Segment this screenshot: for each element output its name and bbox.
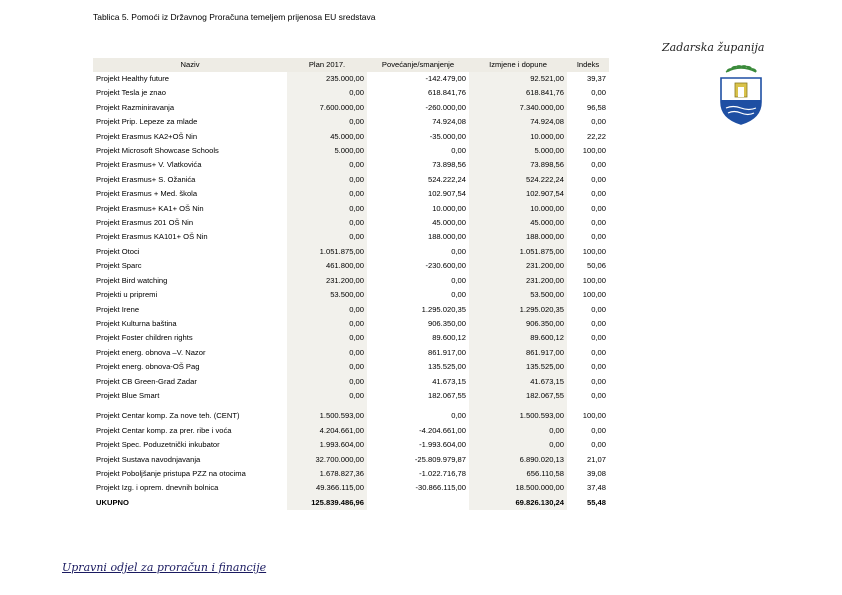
row-change: 89.600,12 bbox=[432, 333, 466, 343]
table-row bbox=[93, 409, 609, 423]
row-plan: 0,00 bbox=[287, 346, 367, 360]
row-plan: 1.678.827,36 bbox=[287, 467, 367, 481]
row-index: 0,00 bbox=[591, 174, 606, 184]
row-plan: 5.000,00 bbox=[287, 144, 367, 158]
table-row bbox=[93, 173, 609, 187]
row-revised: 69.826.130,24 bbox=[469, 496, 567, 510]
row-plan: 45.000,00 bbox=[287, 130, 367, 144]
department-link[interactable]: Upravni odjel za proračun i financije bbox=[62, 561, 267, 574]
total-row bbox=[93, 496, 609, 510]
row-revised: 45.000,00 bbox=[469, 216, 567, 230]
row-revised: 618.841,76 bbox=[469, 86, 567, 100]
row-name: Projekt Erasmus+ KA1+ OŠ Nin bbox=[96, 203, 204, 213]
row-index: 21,07 bbox=[586, 454, 606, 464]
row-plan: 235.000,00 bbox=[287, 72, 367, 86]
row-change: 10.000,00 bbox=[432, 203, 466, 213]
row-revised: 182.067,55 bbox=[469, 389, 567, 403]
row-index: 0,00 bbox=[591, 160, 606, 170]
row-plan: 0,00 bbox=[287, 375, 367, 389]
table-row bbox=[93, 481, 609, 495]
row-name: Projekt Foster children rights bbox=[96, 333, 193, 343]
row-change: 524.222,24 bbox=[427, 174, 466, 184]
row-change: -25.809.979,87 bbox=[414, 454, 466, 464]
row-change: 188.000,00 bbox=[427, 232, 466, 242]
row-revised: 10.000,00 bbox=[469, 130, 567, 144]
row-plan: 1.051.875,00 bbox=[287, 245, 367, 259]
row-change: -4.204.661,00 bbox=[419, 425, 466, 435]
table-row bbox=[93, 245, 609, 259]
table-row bbox=[93, 467, 609, 481]
table-row bbox=[93, 375, 609, 389]
row-revised: 656.110,58 bbox=[469, 467, 567, 481]
row-revised: 861.917,00 bbox=[469, 346, 567, 360]
row-index: 0,00 bbox=[591, 304, 606, 314]
row-revised: 92.521,00 bbox=[469, 72, 567, 86]
row-name: Projekt Irene bbox=[96, 304, 140, 314]
row-name: Projekt energ. obnova –V. Nazor bbox=[96, 347, 206, 357]
row-revised: 74.924,08 bbox=[469, 115, 567, 129]
row-name: Projekt Sparc bbox=[96, 261, 142, 271]
row-name: Projekt Tesla je znao bbox=[96, 88, 166, 98]
row-revised: 135.525,00 bbox=[469, 360, 567, 374]
row-change: 0,00 bbox=[451, 275, 466, 285]
row-name: UKUPNO bbox=[96, 497, 129, 507]
row-plan: 49.366.115,00 bbox=[287, 481, 367, 495]
row-index: 100,00 bbox=[582, 146, 606, 156]
row-plan: 0,00 bbox=[287, 360, 367, 374]
row-revised: 102.907,54 bbox=[469, 187, 567, 201]
row-revised: 10.000,00 bbox=[469, 202, 567, 216]
row-revised: 7.340.000,00 bbox=[469, 101, 567, 115]
table-row bbox=[93, 259, 609, 273]
row-index: 96,58 bbox=[586, 102, 606, 112]
row-name: Projekt Izg. i oprem. dnevnih bolnica bbox=[96, 483, 219, 493]
row-change: 1.295.020,35 bbox=[421, 304, 466, 314]
row-plan: 1.993.604,00 bbox=[287, 438, 367, 452]
row-index: 39,37 bbox=[586, 74, 606, 83]
row-index: 0,00 bbox=[591, 376, 606, 386]
row-plan: 0,00 bbox=[287, 173, 367, 187]
row-name: Projekt Centar komp. za prer. ribe i voća bbox=[96, 425, 232, 435]
row-revised: 1.051.875,00 bbox=[469, 245, 567, 259]
table-row bbox=[93, 317, 609, 331]
row-plan: 0,00 bbox=[287, 216, 367, 230]
row-index: 0,00 bbox=[591, 440, 606, 450]
row-index: 0,00 bbox=[591, 318, 606, 328]
row-change: 45.000,00 bbox=[432, 218, 466, 228]
row-name: Projekt Razminiravanja bbox=[96, 102, 175, 112]
row-revised: 73.898,56 bbox=[469, 158, 567, 172]
row-name: Projekt Bird watching bbox=[96, 275, 168, 285]
row-name: Projekt Healthy future bbox=[96, 74, 170, 83]
row-plan: 0,00 bbox=[287, 86, 367, 100]
row-index: 100,00 bbox=[582, 275, 606, 285]
row-name: Projekt Erasmus+ V. Vlatkovića bbox=[96, 160, 202, 170]
row-plan: 0,00 bbox=[287, 230, 367, 244]
table-row bbox=[93, 453, 609, 467]
row-name: Projekt Erasmus+ S. Ožanića bbox=[96, 174, 196, 184]
row-name: Projekt Poboljšanje pristupa PZZ na otocima bbox=[96, 468, 246, 478]
row-change: 102.907,54 bbox=[427, 189, 466, 199]
eu-funds-table bbox=[93, 58, 609, 510]
row-plan: 125.839.486,96 bbox=[287, 496, 367, 510]
olive-branch-icon bbox=[726, 65, 758, 73]
row-name: Projekti u pripremi bbox=[96, 290, 158, 300]
table-row bbox=[93, 438, 609, 452]
table-row bbox=[93, 86, 609, 100]
row-name: Projekt Erasmus KA101+ OŠ Nin bbox=[96, 232, 208, 242]
row-revised: 231.200,00 bbox=[469, 259, 567, 273]
table-row bbox=[93, 389, 609, 403]
row-name: Projekt CB Green-Grad Zadar bbox=[96, 376, 197, 386]
table-row bbox=[93, 303, 609, 317]
row-index: 37,48 bbox=[586, 483, 606, 493]
row-name: Projekt energ. obnova-OŠ Pag bbox=[96, 362, 200, 372]
row-plan: 0,00 bbox=[287, 317, 367, 331]
row-name: Projekt Sustava navodnjavanja bbox=[96, 454, 201, 464]
table-row bbox=[93, 101, 609, 115]
row-index: 55,48 bbox=[586, 497, 606, 507]
row-index: 0,00 bbox=[591, 117, 606, 127]
row-plan: 0,00 bbox=[287, 158, 367, 172]
row-revised: 6.890.020,13 bbox=[469, 453, 567, 467]
row-change: 861.917,00 bbox=[427, 347, 466, 357]
row-change: 906.350,00 bbox=[427, 318, 466, 328]
row-revised: 231.200,00 bbox=[469, 274, 567, 288]
row-index: 0,00 bbox=[591, 218, 606, 228]
row-revised: 89.600,12 bbox=[469, 331, 567, 345]
table-row bbox=[93, 230, 609, 244]
row-plan: 53.500,00 bbox=[287, 288, 367, 302]
row-change: 182.067,55 bbox=[427, 390, 466, 400]
row-change: 74.924,08 bbox=[432, 117, 466, 127]
table-row bbox=[93, 202, 609, 216]
row-name: Projekt Centar komp. Za nove teh. (CENT) bbox=[96, 411, 240, 421]
table-row bbox=[93, 72, 609, 86]
table-title: Tablica 5. Pomoći iz Državnog Proračuna temeljem prijenosa EU sredstava bbox=[93, 12, 376, 22]
row-change: -260.000,00 bbox=[425, 102, 466, 112]
row-change: 73.898,56 bbox=[432, 160, 466, 170]
row-index: 100,00 bbox=[582, 411, 606, 421]
row-name: Projekt Erasmus 201 OŠ Nin bbox=[96, 218, 194, 228]
row-name: Projekt Otoci bbox=[96, 246, 140, 256]
row-name: Projekt Erasmus + Med. škola bbox=[96, 189, 198, 199]
row-revised: 41.673,15 bbox=[469, 375, 567, 389]
row-index: 50,06 bbox=[586, 261, 606, 271]
row-change: -1.993.604,00 bbox=[419, 440, 466, 450]
header-indeks: Indeks bbox=[567, 58, 609, 72]
header-naziv: Naziv bbox=[93, 58, 287, 72]
row-change: 0,00 bbox=[451, 411, 466, 421]
row-plan: 231.200,00 bbox=[287, 274, 367, 288]
row-index: 100,00 bbox=[582, 246, 606, 256]
table-row bbox=[93, 158, 609, 172]
row-plan: 461.800,00 bbox=[287, 259, 367, 273]
row-change: 618.841,76 bbox=[427, 88, 466, 98]
row-plan: 7.600.000,00 bbox=[287, 101, 367, 115]
table-row bbox=[93, 144, 609, 158]
table-header-row bbox=[93, 58, 609, 72]
table-row bbox=[93, 346, 609, 360]
row-plan: 0,00 bbox=[287, 389, 367, 403]
county-name: Zadarska županija bbox=[662, 41, 765, 54]
row-name: Projekt Kulturna baština bbox=[96, 318, 177, 328]
row-index: 0,00 bbox=[591, 362, 606, 372]
row-plan: 0,00 bbox=[287, 303, 367, 317]
header-izmjene: Izmjene i dopune bbox=[469, 58, 567, 72]
row-change: -230.600,00 bbox=[425, 261, 466, 271]
table-row bbox=[93, 288, 609, 302]
row-index: 0,00 bbox=[591, 189, 606, 199]
row-plan: 4.204.661,00 bbox=[287, 424, 367, 438]
table-row bbox=[93, 187, 609, 201]
row-plan: 1.500.593,00 bbox=[287, 409, 367, 423]
row-index: 0,00 bbox=[591, 390, 606, 400]
row-change: 0,00 bbox=[451, 290, 466, 300]
row-revised: 906.350,00 bbox=[469, 317, 567, 331]
table-row bbox=[93, 331, 609, 345]
row-index: 0,00 bbox=[591, 203, 606, 213]
row-revised: 0,00 bbox=[469, 438, 567, 452]
row-change: 0,00 bbox=[451, 246, 466, 256]
row-name: Projekt Spec. Poduzetnički inkubator bbox=[96, 440, 220, 450]
table-row bbox=[93, 130, 609, 144]
row-revised: 18.500.000,00 bbox=[469, 481, 567, 495]
row-change: -35.000,00 bbox=[429, 131, 466, 141]
row-index: 0,00 bbox=[591, 232, 606, 242]
row-name: Projekt Prip. Lepeze za mlade bbox=[96, 117, 198, 127]
row-revised: 1.295.020,35 bbox=[469, 303, 567, 317]
row-index: 0,00 bbox=[591, 425, 606, 435]
row-index: 100,00 bbox=[582, 290, 606, 300]
table-row bbox=[93, 424, 609, 438]
row-plan: 0,00 bbox=[287, 115, 367, 129]
row-change bbox=[367, 496, 469, 510]
row-plan: 0,00 bbox=[287, 202, 367, 216]
row-plan: 32.700.000,00 bbox=[287, 453, 367, 467]
row-index: 0,00 bbox=[591, 333, 606, 343]
coat-of-arms-icon bbox=[718, 62, 764, 126]
table-row bbox=[93, 274, 609, 288]
row-revised: 5.000,00 bbox=[469, 144, 567, 158]
row-name: Projekt Microsoft Showcase Schools bbox=[96, 146, 219, 156]
row-revised: 524.222,24 bbox=[469, 173, 567, 187]
header-povecanje: Povećanje/smanjenje bbox=[367, 58, 469, 72]
row-plan: 0,00 bbox=[287, 331, 367, 345]
row-change: 41.673,15 bbox=[432, 376, 466, 386]
row-index: 22,22 bbox=[586, 131, 606, 141]
header-plan: Plan 2017. bbox=[287, 58, 367, 72]
row-change: 135.525,00 bbox=[427, 362, 466, 372]
row-revised: 1.500.593,00 bbox=[469, 409, 567, 423]
row-change: 0,00 bbox=[451, 146, 466, 156]
table-row bbox=[93, 360, 609, 374]
row-change: -142.479,00 bbox=[425, 74, 466, 83]
row-change: -30.866.115,00 bbox=[415, 483, 466, 493]
row-name: Projekt Blue Smart bbox=[96, 390, 160, 400]
row-change: -1.022.716,78 bbox=[419, 468, 466, 478]
row-revised: 188.000,00 bbox=[469, 230, 567, 244]
row-index: 0,00 bbox=[591, 88, 606, 98]
row-revised: 53.500,00 bbox=[469, 288, 567, 302]
row-revised: 0,00 bbox=[469, 424, 567, 438]
row-index: 39,08 bbox=[586, 468, 606, 478]
row-index: 0,00 bbox=[591, 347, 606, 357]
row-name: Projekt Erasmus KA2+OŠ Nin bbox=[96, 131, 198, 141]
table-row bbox=[93, 216, 609, 230]
table-row bbox=[93, 115, 609, 129]
row-plan: 0,00 bbox=[287, 187, 367, 201]
